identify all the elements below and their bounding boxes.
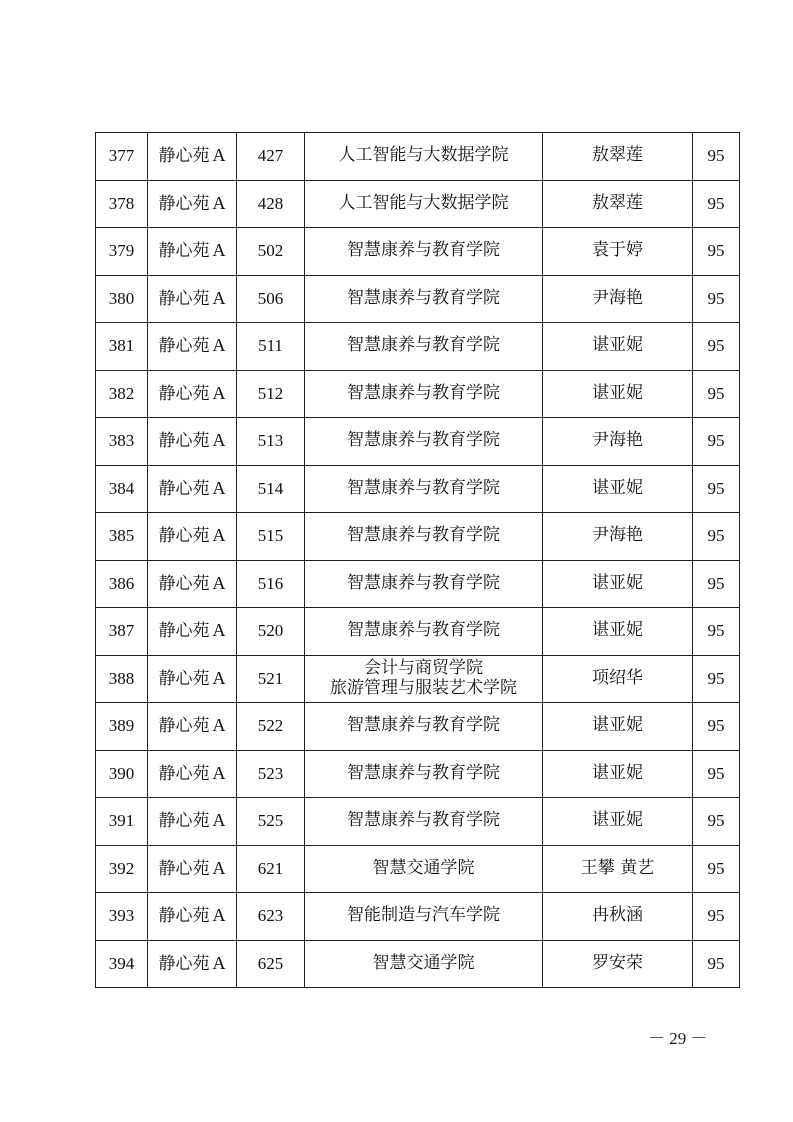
score-cell: 95: [693, 133, 740, 181]
row-number-cell: 384: [96, 465, 148, 513]
row-number-cell: 390: [96, 750, 148, 798]
building-cell: [148, 465, 237, 513]
building-name: 静心苑: [158, 193, 210, 214]
college-name: 智慧康养与教育学院: [347, 335, 500, 356]
building-name: 静心苑: [158, 241, 210, 262]
building-name: 静心苑: [158, 811, 210, 832]
building-cell: [148, 513, 237, 561]
college-name: 智慧康养与教育学院: [347, 525, 500, 546]
college-name: 智能制造与汽车学院: [347, 905, 500, 926]
room-number-cell: 502: [237, 228, 305, 276]
college-cell: [305, 465, 543, 513]
college-cell: [305, 370, 543, 418]
college-name: 智慧交通学院: [372, 857, 475, 878]
building-block: A: [212, 572, 226, 593]
score-cell: 95: [693, 893, 740, 941]
row-number-cell: 388: [96, 655, 148, 703]
score-cell: 95: [693, 655, 740, 703]
person-cell: 尹海艳: [543, 418, 693, 466]
row-number-cell: 379: [96, 228, 148, 276]
score-cell: 95: [693, 465, 740, 513]
row-number-cell: 383: [96, 418, 148, 466]
person-cell: 谌亚妮: [543, 560, 693, 608]
college-cell: [305, 608, 543, 656]
college-cell: [305, 655, 543, 703]
table-row: [96, 608, 740, 656]
building-name: 静心苑: [158, 858, 210, 879]
room-number-cell: 515: [237, 513, 305, 561]
college-name: 智慧康养与教育学院: [347, 572, 500, 593]
college-cell: [305, 845, 543, 893]
row-number-cell: 392: [96, 845, 148, 893]
table-row: [96, 228, 740, 276]
building-block: A: [212, 145, 226, 166]
building-cell: [148, 228, 237, 276]
building-cell: [148, 655, 237, 703]
score-cell: 95: [693, 323, 740, 371]
college-name: 智慧康养与教育学院: [347, 477, 500, 498]
table-body: [96, 133, 740, 988]
table-row: [96, 893, 740, 941]
college-cell: [305, 133, 543, 181]
person-cell: 谌亚妮: [543, 798, 693, 846]
row-number-cell: 378: [96, 180, 148, 228]
building-cell: [148, 940, 237, 988]
room-number-cell: 521: [237, 655, 305, 703]
row-number-cell: 387: [96, 608, 148, 656]
room-number-cell: 506: [237, 275, 305, 323]
building-block: A: [212, 287, 226, 308]
table-row: [96, 560, 740, 608]
building-name: 静心苑: [158, 953, 210, 974]
building-cell: [148, 893, 237, 941]
building-block: A: [212, 715, 226, 736]
table-row: [96, 180, 740, 228]
building-name: 静心苑: [158, 288, 210, 309]
table-row: [96, 418, 740, 466]
building-cell: [148, 703, 237, 751]
college-name: 智慧康养与教育学院: [347, 287, 500, 308]
college-cell: [305, 893, 543, 941]
score-cell: 95: [693, 608, 740, 656]
room-number-cell: 625: [237, 940, 305, 988]
score-cell: 95: [693, 370, 740, 418]
college-cell: [305, 798, 543, 846]
score-cell: 95: [693, 703, 740, 751]
score-cell: 95: [693, 560, 740, 608]
person-cell: 尹海艳: [543, 275, 693, 323]
building-block: A: [212, 192, 226, 213]
dormitory-score-table: [95, 132, 740, 988]
college-cell: [305, 228, 543, 276]
person-cell: 谌亚妮: [543, 465, 693, 513]
table-row: [96, 940, 740, 988]
table-row: [96, 845, 740, 893]
row-number-cell: 377: [96, 133, 148, 181]
college-cell: [305, 323, 543, 371]
building-name: 静心苑: [158, 763, 210, 784]
person-cell: 尹海艳: [543, 513, 693, 561]
table-row: [96, 133, 740, 181]
score-cell: 95: [693, 798, 740, 846]
building-block: A: [212, 335, 226, 356]
college-cell: [305, 750, 543, 798]
building-block: A: [212, 477, 226, 498]
college-cell: [305, 513, 543, 561]
building-cell: [148, 323, 237, 371]
table-row: [96, 750, 740, 798]
college-name: 智慧康养与教育学院: [347, 620, 500, 641]
building-block: A: [212, 810, 226, 831]
building-cell: [148, 560, 237, 608]
college-name: 旅游管理与服装艺术学院: [330, 677, 517, 698]
room-number-cell: 512: [237, 370, 305, 418]
college-cell: [305, 275, 543, 323]
table-row: [96, 275, 740, 323]
person-cell: 谌亚妮: [543, 370, 693, 418]
page-number: － 29 －: [648, 1029, 708, 1048]
table-row: [96, 513, 740, 561]
row-number-cell: 382: [96, 370, 148, 418]
college-name: 人工智能与大数据学院: [338, 145, 509, 166]
row-number-cell: 389: [96, 703, 148, 751]
building-name: 静心苑: [158, 573, 210, 594]
college-name: 智慧康养与教育学院: [347, 430, 500, 451]
room-number-cell: 525: [237, 798, 305, 846]
table-row: [96, 703, 740, 751]
person-cell: 谌亚妮: [543, 703, 693, 751]
room-number-cell: 516: [237, 560, 305, 608]
score-cell: 95: [693, 845, 740, 893]
room-number-cell: 520: [237, 608, 305, 656]
table-row: [96, 655, 740, 703]
person-cell: 罗安荣: [543, 940, 693, 988]
row-number-cell: 385: [96, 513, 148, 561]
table-row: [96, 465, 740, 513]
person-cell: 袁于婷: [543, 228, 693, 276]
room-number-cell: 621: [237, 845, 305, 893]
college-cell: [305, 703, 543, 751]
building-cell: [148, 370, 237, 418]
score-cell: 95: [693, 180, 740, 228]
room-number-cell: 514: [237, 465, 305, 513]
person-cell: 项绍华: [543, 655, 693, 703]
building-name: 静心苑: [158, 621, 210, 642]
building-block: A: [212, 382, 226, 403]
building-name: 静心苑: [158, 431, 210, 452]
room-number-cell: 513: [237, 418, 305, 466]
room-number-cell: 428: [237, 180, 305, 228]
building-name: 静心苑: [158, 906, 210, 927]
person-cell: 敖翠莲: [543, 133, 693, 181]
building-name: 静心苑: [158, 526, 210, 547]
row-number-cell: 394: [96, 940, 148, 988]
score-cell: 95: [693, 940, 740, 988]
college-name: 智慧康养与教育学院: [347, 715, 500, 736]
college-name: 智慧交通学院: [372, 952, 475, 973]
building-cell: [148, 418, 237, 466]
college-name: 智慧康养与教育学院: [347, 382, 500, 403]
building-name: 静心苑: [158, 478, 210, 499]
college-cell: [305, 180, 543, 228]
building-name: 静心苑: [158, 668, 210, 689]
building-block: A: [212, 525, 226, 546]
college-cell: [305, 560, 543, 608]
room-number-cell: 523: [237, 750, 305, 798]
row-number-cell: 391: [96, 798, 148, 846]
score-cell: 95: [693, 275, 740, 323]
college-cell: [305, 418, 543, 466]
building-name: 静心苑: [158, 336, 210, 357]
table-row: [96, 323, 740, 371]
building-name: 静心苑: [158, 383, 210, 404]
score-cell: 95: [693, 513, 740, 561]
building-name: 静心苑: [158, 146, 210, 167]
room-number-cell: 427: [237, 133, 305, 181]
building-name: 静心苑: [158, 716, 210, 737]
row-number-cell: 381: [96, 323, 148, 371]
person-cell: 谌亚妮: [543, 608, 693, 656]
building-block: A: [212, 857, 226, 878]
person-cell: 谌亚妮: [543, 323, 693, 371]
building-block: A: [212, 952, 226, 973]
building-block: A: [212, 667, 226, 688]
building-block: A: [212, 762, 226, 783]
person-cell: 王攀 黄艺: [543, 845, 693, 893]
person-cell: 敖翠莲: [543, 180, 693, 228]
college-name: 人工智能与大数据学院: [338, 192, 509, 213]
table-row: [96, 798, 740, 846]
row-number-cell: 386: [96, 560, 148, 608]
room-number-cell: 511: [237, 323, 305, 371]
building-cell: [148, 133, 237, 181]
building-block: A: [212, 430, 226, 451]
building-cell: [148, 798, 237, 846]
building-cell: [148, 608, 237, 656]
building-cell: [148, 275, 237, 323]
score-cell: 95: [693, 418, 740, 466]
college-name: 会计与商贸学院: [364, 658, 483, 679]
person-cell: 冉秋涵: [543, 893, 693, 941]
college-cell: [305, 940, 543, 988]
person-cell: 谌亚妮: [543, 750, 693, 798]
building-block: A: [212, 620, 226, 641]
building-block: A: [212, 905, 226, 926]
score-cell: 95: [693, 750, 740, 798]
college-name: 智慧康养与教育学院: [347, 240, 500, 261]
building-cell: [148, 180, 237, 228]
room-number-cell: 522: [237, 703, 305, 751]
building-block: A: [212, 240, 226, 261]
college-name: 智慧康养与教育学院: [347, 810, 500, 831]
building-cell: [148, 750, 237, 798]
college-name: 智慧康养与教育学院: [347, 762, 500, 783]
row-number-cell: 380: [96, 275, 148, 323]
building-cell: [148, 845, 237, 893]
row-number-cell: 393: [96, 893, 148, 941]
table-row: [96, 370, 740, 418]
score-cell: 95: [693, 228, 740, 276]
room-number-cell: 623: [237, 893, 305, 941]
